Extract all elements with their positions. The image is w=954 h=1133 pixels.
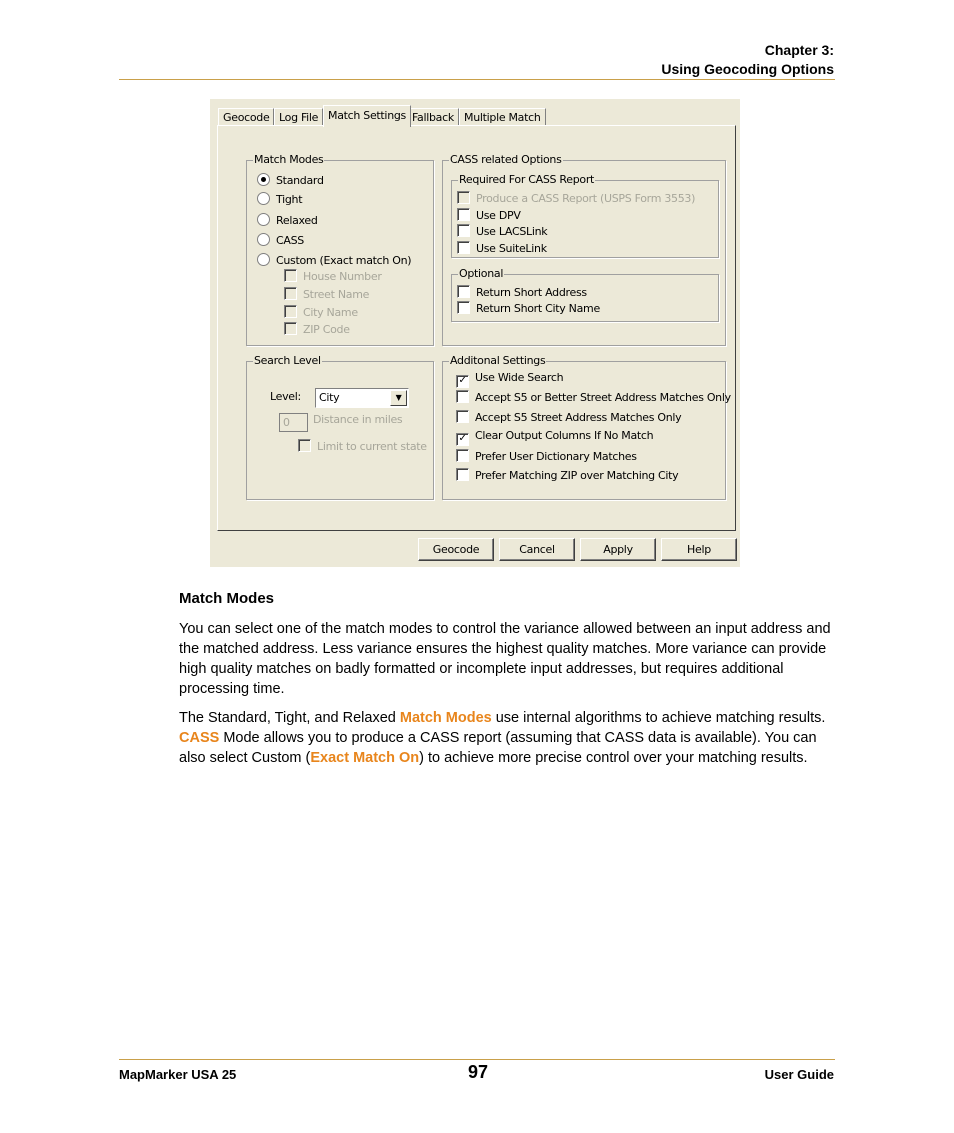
page-header — [661, 41, 834, 79]
checkbox-prefer-matching-zip[interactable]: Prefer Matching ZIP over Matching City — [456, 468, 678, 482]
header-rule — [119, 79, 835, 80]
link-match-modes[interactable]: Match Modes — [399, 710, 492, 726]
radio-relaxed[interactable]: Relaxed — [257, 213, 318, 227]
checkbox-icon — [456, 390, 469, 403]
cass-options-group — [442, 153, 726, 346]
checkbox-city-name[interactable]: City Name — [284, 305, 358, 319]
checkbox-icon — [298, 439, 311, 452]
checkbox-icon — [457, 241, 470, 254]
checkbox-house-number[interactable]: House Number — [284, 269, 382, 283]
checkbox-prefer-user-dictionary[interactable]: Prefer User Dictionary Matches — [456, 449, 637, 463]
search-level-caption: Search Level — [254, 354, 321, 367]
tab-log-file[interactable]: Log File — [274, 108, 323, 126]
match-modes-caption: Match Modes — [254, 153, 324, 166]
checkbox-zip-code[interactable]: ZIP Code — [284, 322, 350, 336]
help-button[interactable]: Help — [661, 538, 737, 561]
level-label: Level: — [270, 390, 301, 403]
radio-icon — [257, 253, 270, 266]
cass-required-caption: Required For CASS Report — [459, 173, 595, 186]
geocoding-options-dialog — [210, 99, 740, 567]
checkbox-icon — [457, 191, 470, 204]
footer-doc-type: User Guide — [764, 1067, 834, 1082]
link-exact-match-on[interactable]: Exact Match On — [310, 750, 420, 766]
section-heading: Match Modes — [179, 590, 275, 607]
apply-button[interactable]: Apply — [580, 538, 656, 561]
paragraph-match-modes-detail: The Standard, Tight, and Relaxed Match Modes use internal algorithms to achieve matching results. CASS Mode allows you to produce a CASS report (assuming that CASS data is available). You can also select Custom (Exact Match On) to achieve more precise control over your matching results. — [179, 710, 826, 766]
footer-rule — [119, 1059, 835, 1060]
match-modes-group — [246, 153, 434, 346]
cass-optional-group — [451, 267, 719, 322]
page-number: 97 — [468, 1062, 489, 1082]
level-select[interactable] — [315, 388, 409, 408]
distance-input[interactable]: 0 — [279, 413, 308, 432]
checkbox-use-dpv[interactable]: Use DPV — [457, 208, 521, 222]
checkbox-icon — [284, 287, 297, 300]
cass-optional-caption: Optional — [459, 267, 504, 280]
checkbox-icon — [456, 410, 469, 423]
search-level-group — [246, 354, 434, 500]
checkbox-use-suitelink[interactable]: Use SuiteLink — [457, 241, 547, 255]
tab-fallback[interactable]: Fallback — [407, 108, 459, 126]
chapter-title: Using Geocoding Options — [661, 61, 834, 77]
radio-standard[interactable]: Standard — [257, 173, 324, 187]
checkbox-accept-s5-or-better[interactable]: Accept S5 or Better Street Address Matches Only — [456, 390, 731, 404]
radio-tight[interactable]: Tight — [257, 192, 302, 206]
additional-settings-group — [442, 354, 731, 500]
checkbox-use-wide-search[interactable]: ✓ Use Wide Search — [456, 371, 563, 385]
checkbox-icon — [284, 322, 297, 335]
additional-settings-caption: Additonal Settings — [450, 354, 546, 367]
radio-cass[interactable]: CASS — [257, 233, 304, 247]
checkbox-icon — [284, 305, 297, 318]
cancel-button[interactable]: Cancel — [499, 538, 575, 561]
radio-icon — [257, 233, 270, 246]
tab-geocode[interactable]: Geocode — [218, 108, 274, 126]
checkbox-clear-output-columns[interactable]: ✓ Clear Output Columns If No Match — [456, 429, 653, 443]
cass-options-caption: CASS related Options — [450, 153, 562, 166]
dropdown-arrow-icon[interactable]: ▼ — [390, 390, 407, 406]
cass-required-group — [451, 173, 719, 258]
checkbox-icon — [457, 224, 470, 237]
checkbox-icon — [457, 208, 470, 221]
paragraph-match-modes-intro: You can select one of the match modes to control the variance allowed between an input address and the matched address. Less variance ensures the highest quality matches. More variance can provide high quality matches on badly formatted or incomplete input addresses, but requires additional processing time. — [179, 621, 831, 697]
radio-icon — [257, 192, 270, 205]
checkbox-icon — [284, 269, 297, 282]
checkbox-return-short-city-name[interactable]: Return Short City Name — [457, 301, 600, 315]
checkbox-icon — [457, 301, 470, 314]
checkmark-icon: ✓ — [456, 375, 469, 388]
checkbox-icon — [456, 449, 469, 462]
radio-custom[interactable]: Custom (Exact match On) — [257, 253, 411, 267]
radio-selected-icon — [257, 173, 270, 186]
checkbox-produce-cass-report[interactable]: Produce a CASS Report (USPS Form 3553) — [457, 191, 695, 205]
tab-match-settings[interactable]: Match Settings — [323, 105, 411, 127]
level-select-value: City — [319, 391, 340, 404]
footer-product: MapMarker USA 25 — [119, 1067, 237, 1082]
checkbox-icon — [456, 468, 469, 481]
checkbox-use-lacslink[interactable]: Use LACSLink — [457, 224, 547, 238]
checkbox-accept-s5-only[interactable]: Accept S5 Street Address Matches Only — [456, 410, 681, 424]
radio-icon — [257, 213, 270, 226]
checkmark-icon: ✓ — [456, 433, 469, 446]
distance-label: Distance in miles — [313, 413, 403, 426]
checkbox-street-name[interactable]: Street Name — [284, 287, 369, 301]
checkbox-icon — [457, 285, 470, 298]
checkbox-return-short-address[interactable]: Return Short Address — [457, 285, 587, 299]
link-cass[interactable]: CASS — [179, 730, 220, 746]
tab-multiple-match[interactable]: Multiple Match — [459, 108, 546, 126]
checkbox-limit-current-state[interactable]: Limit to current state — [298, 439, 427, 453]
chapter-label: Chapter 3: — [764, 42, 834, 58]
geocode-button[interactable]: Geocode — [418, 538, 494, 561]
